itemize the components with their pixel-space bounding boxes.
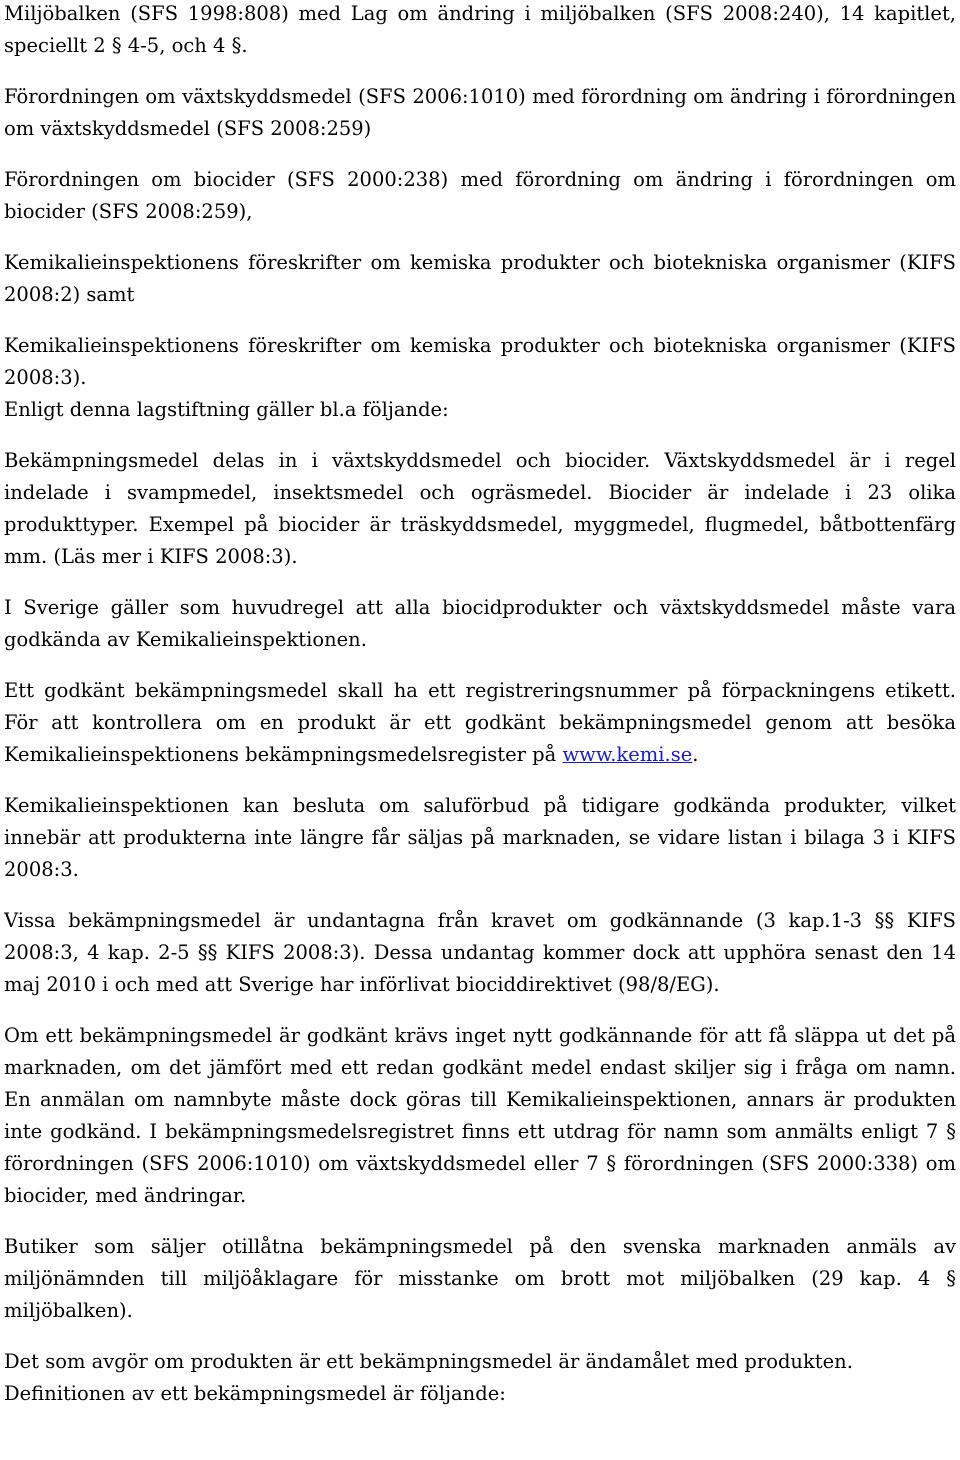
paragraph-approval-rule: I Sverige gäller som huvudregel att alla biocidprodukter och växtskyddsmedel måste vara godkända av Kemikalieinspektionen. — [4, 596, 956, 651]
paragraph-legislation-biocider: Förordningen om biocider (SFS 2000:238) med förordning om ändring i förordningen om biocider (SFS 2008:259), — [4, 168, 956, 223]
kemi-website-link[interactable]: www.kemi.se — [562, 743, 693, 766]
registration-text-after: . — [692, 743, 699, 766]
paragraph-definition-intro: Definitionen av ett bekämpningsmedel är följande: — [4, 1382, 506, 1405]
paragraph-sales-ban: Kemikalieinspektionen kan besluta om saluförbud på tidigare godkända produkter, vilket innebär att produkterna inte längre får säljas på marknaden, se vidare listan i bilaga 3 i KIFS 2008:3. — [4, 794, 956, 881]
paragraph-registration-number — [4, 675, 956, 771]
paragraph-illegal-sales: Butiker som säljer otillåtna bekämpningsmedel på den svenska marknaden anmäls av miljönämnden till miljöåklagare för misstanke om brott mot miljöbalken (29 kap. 4 § miljöbalken). — [4, 1235, 956, 1322]
paragraph-pesticide-categories: Bekämpningsmedel delas in i växtskyddsmedel och biocider. Växtskyddsmedel är i regel indelade i svampmedel, insektsmedel och ogräsmedel. Biocider är indelade i 23 olika produkttyper. Exempel på biocider är träskyddsmedel, myggmedel, flugmedel, båtbottenfärg mm. (Läs mer i KIFS 2008:3). — [4, 449, 956, 568]
registration-text-before: Ett godkänt bekämpningsmedel skall ha ett registreringsnummer på förpackningens etikett. För att kontrollera om en produkt är ett godkänt bekämpningsmedel genom att besöka Kemikalieinspektionens bekämpningsmedelsregister på — [4, 679, 956, 766]
paragraph-legislation-kifs-2008-3: Kemikalieinspektionens föreskrifter om kemiska produkter och biotekniska organismer (KIFS 2008:3). — [4, 334, 956, 389]
paragraph-legislation-vaxtskyddsmedel: Förordningen om växtskyddsmedel (SFS 2006:1010) med förordning om ändring i förordningen om växtskyddsmedel (SFS 2008:259) — [4, 85, 956, 140]
paragraph-purpose-decides: Det som avgör om produkten är ett bekämpningsmedel är ändamålet med produkten. — [4, 1350, 853, 1373]
paragraph-intro-following: Enligt denna lagstiftning gäller bl.a följande: — [4, 398, 449, 421]
paragraph-legislation-miljobalken: Miljöbalken (SFS 1998:808) med Lag om ändring i miljöbalken (SFS 2008:240), 14 kapitlet, speciellt 2 § 4-5, och 4 §. — [4, 2, 956, 57]
paragraph-legislation-kifs-2008-2: Kemikalieinspektionens föreskrifter om kemiska produkter och biotekniska organismer (KIFS 2008:2) samt — [4, 251, 956, 306]
paragraph-name-change: Om ett bekämpningsmedel är godkänt krävs inget nytt godkännande för att få släppa ut det på marknaden, om det jämfört med ett redan godkänt medel endast skiljer sig i fråga om namn. En anmälan om namnbyte måste dock göras till Kemikalieinspektionen, annars är produkten inte godkänd. I bekämpningsmedelsregistret finns ett utdrag för namn som anmälts enligt 7 § förordningen (SFS 2006:1010) om växtskyddsmedel eller 7 § förordningen (SFS 2000:338) om biocider, med ändringar. — [4, 1024, 956, 1207]
paragraph-exemptions: Vissa bekämpningsmedel är undantagna från kravet om godkännande (3 kap.1-3 §§ KIFS 2008:3, 4 kap. 2-5 §§ KIFS 2008:3). Dessa undantag kommer dock att upphöra senast den 14 maj 2010 i och med att Sverige har införlivat biociddirektivet (98/8/EG). — [4, 909, 956, 996]
